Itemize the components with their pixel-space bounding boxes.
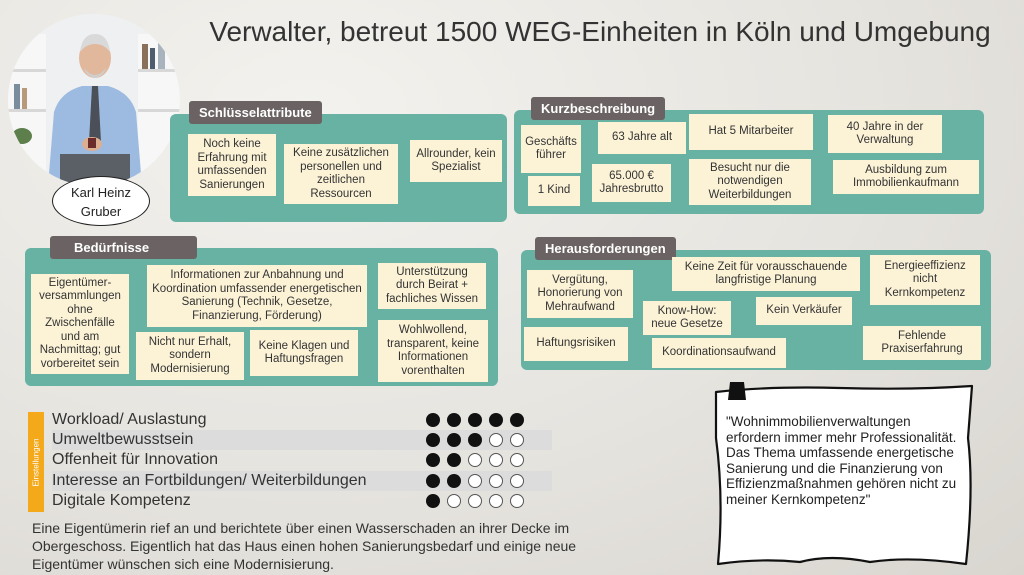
ratings-side-label-text: Einstellungen [31, 437, 41, 487]
summary-card: Besucht nur die notwendigen Weiterbildungen [689, 159, 811, 205]
challenges-card: Koordinationsaufwand [652, 338, 786, 368]
key-attribute-card: Allrounder, kein Spezialist [410, 140, 502, 182]
rating-dot-empty [489, 453, 503, 467]
rating-dot-filled [426, 433, 440, 447]
rating-dot-empty [468, 474, 482, 488]
summary-label: Kurzbeschreibung [531, 97, 665, 120]
rating-dot-filled [489, 413, 503, 427]
rating-dot-filled [468, 413, 482, 427]
ratings-side-label [28, 412, 44, 512]
rating-label: Workload/ Auslastung [52, 411, 207, 428]
summary-card: Hat 5 Mitarbeiter [689, 114, 813, 150]
rating-dot-empty [510, 494, 524, 508]
rating-dot-filled [447, 433, 461, 447]
rating-dot-empty [468, 494, 482, 508]
rating-dot-empty [510, 433, 524, 447]
rating-dots [426, 413, 524, 427]
rating-dot-empty [510, 453, 524, 467]
needs-card: Unterstützung durch Beirat + fachliches Wissen [378, 263, 486, 309]
needs-card: Keine Klagen und Haftungsfragen [250, 330, 358, 376]
rating-dot-filled [447, 413, 461, 427]
challenges-card: Keine Zeit für vorausschauende langfristige Planung [672, 257, 860, 291]
challenges-card: Kein Verkäufer [756, 297, 852, 325]
challenges-card: Haftungsrisiken [524, 327, 628, 361]
persona-name [52, 176, 150, 226]
scenario-text: Eine Eigentümerin rief an und berichtete über einen Wasserschaden an ihrer Decke im Obergeschoss. Eigentlich hat das Haus einen hohen Sanierungsbedarf und einige neue Eigentümer wünschen sich eine Modernisierung. [32, 520, 577, 572]
summary-card: 65.000 € Jahresbrutto [592, 164, 671, 202]
rating-dot-filled [426, 453, 440, 467]
key-attributes-label: Schlüsselattribute [189, 101, 322, 124]
rating-dot-empty [489, 433, 503, 447]
rating-dot-filled [447, 474, 461, 488]
needs-card: Informationen zur Anbahnung und Koordination umfassender energetischen Sanierung (Technik, Gesetze, Finanzierung, Förderung) [147, 265, 367, 327]
rating-label: Digitale Kompetenz [52, 492, 191, 509]
rating-dot-filled [468, 433, 482, 447]
persona-last-name: Gruber [80, 204, 122, 219]
needs-card: Eigentümer-versammlungen ohne Zwischenfälle und am Nachmittag; gut vorbereitet sein [31, 274, 129, 374]
rating-dot-filled [426, 494, 440, 508]
rating-dot-empty [510, 474, 524, 488]
challenges-card: Fehlende Praxiserfahrung [863, 326, 981, 360]
rating-dots [426, 453, 524, 467]
rating-dot-empty [447, 494, 461, 508]
summary-card: Geschäfts führer [521, 125, 581, 173]
key-attribute-card: Keine zusätzlichen personellen und zeitlichen Ressourcen [284, 144, 398, 204]
rating-label: Umweltbewusstsein [52, 431, 194, 448]
rating-dot-empty [468, 453, 482, 467]
needs-card: Nicht nur Erhalt, sondern Modernisierung [136, 332, 244, 380]
persona-first-name: Karl Heinz [71, 185, 131, 200]
quote-text: "Wohnimmobilienverwaltungen erfordern immer mehr Professionalität. Das Thema umfassende energetische Sanierung und die Finanzierung von Effizienzmaßnahmen gehören nicht zu meiner Kernkompetenz" [726, 414, 957, 507]
challenges-card: Energieeffizienz nicht Kernkompetenz [870, 255, 980, 305]
rating-dots [426, 433, 524, 447]
rating-dot-filled [426, 413, 440, 427]
needs-card: Wohlwollend, transparent, keine Informationen vorenthalten [378, 320, 488, 382]
challenges-label: Herausforderungen [535, 237, 676, 260]
rating-dot-filled [510, 413, 524, 427]
summary-card: 1 Kind [528, 176, 580, 206]
rating-dot-empty [489, 474, 503, 488]
rating-dot-filled [426, 474, 440, 488]
rating-dot-empty [489, 494, 503, 508]
rating-dots [426, 474, 524, 488]
summary-card: Ausbildung zum Immobilienkaufmann [833, 160, 979, 194]
challenges-card: Know-How: neue Gesetze [643, 301, 731, 335]
rating-dot-filled [447, 453, 461, 467]
rating-label: Interesse an Fortbildungen/ Weiterbildungen [52, 472, 367, 489]
summary-card: 63 Jahre alt [598, 122, 686, 154]
needs-label: Bedürfnisse [50, 236, 197, 259]
key-attribute-card: Noch keine Erfahrung mit umfassenden Sanierungen [188, 134, 276, 196]
rating-dots [426, 494, 524, 508]
page-title: Verwalter, betreut 1500 WEG-Einheiten in Köln und Umgebung [209, 16, 991, 47]
persona-photo [8, 14, 180, 186]
summary-card: 40 Jahre in der Verwaltung [828, 115, 942, 153]
challenges-card: Vergütung, Honorierung von Mehraufwand [527, 270, 633, 318]
rating-label: Offenheit für Innovation [52, 451, 219, 468]
